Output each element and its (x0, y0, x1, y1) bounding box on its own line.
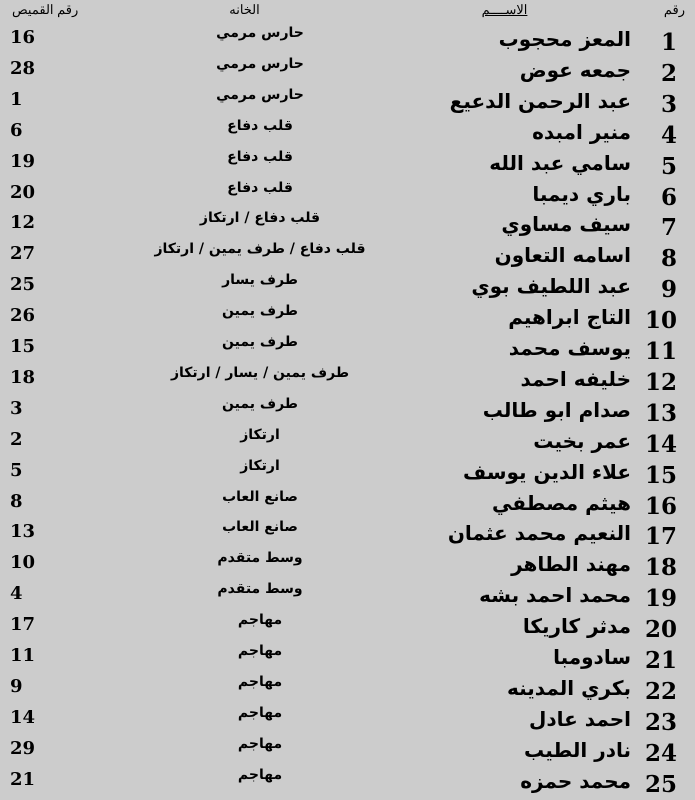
row-number: 10 (644, 307, 677, 335)
player-name: عمر بخيت (533, 428, 631, 453)
player-name: احمد عادل (529, 706, 631, 731)
jersey-number: 20 (10, 181, 36, 203)
player-name: منير امبده (532, 119, 631, 144)
player-name: جمعه عوض (519, 57, 631, 82)
row-number: 15 (644, 461, 677, 489)
player-name: سيف مساوي (501, 212, 631, 237)
player-position: قلب دفاع (227, 148, 293, 165)
jersey-number: 14 (10, 706, 36, 728)
jersey-number: 18 (10, 366, 36, 388)
row-number: 14 (644, 430, 677, 458)
table-row (0, 305, 695, 336)
player-name: هيثم مصطفي (491, 490, 631, 515)
player-position: مهاجم (237, 673, 283, 690)
table-row (0, 457, 695, 491)
player-name: مهند الطاهر (511, 552, 631, 577)
table-row (0, 521, 695, 552)
row-number: 19 (644, 585, 677, 613)
row-number: 1 (660, 29, 677, 56)
jersey-number: 29 (10, 737, 36, 759)
player-position: طرف يمين (222, 334, 298, 350)
row-number: 2 (660, 59, 677, 87)
player-position: مهاجم (237, 643, 283, 659)
header-number: رقم (663, 2, 685, 17)
jersey-number: 9 (10, 675, 23, 697)
player-name: سادومبا (553, 645, 631, 669)
row-number: 13 (644, 399, 677, 427)
player-name: نادر الطيب (524, 737, 631, 762)
jersey-number: 2 (10, 428, 23, 450)
jersey-number: 4 (10, 583, 23, 605)
row-number: 9 (660, 276, 677, 304)
player-position: مهاجم (237, 704, 283, 721)
player-name: محمد احمد بشه (479, 583, 631, 608)
player-position: صانع العاب (222, 519, 298, 536)
player-name: باري ديمبا (532, 181, 631, 206)
table-row (0, 274, 695, 305)
player-name: عبد الرحمن الدعيع (449, 88, 631, 113)
row-number: 24 (644, 739, 677, 767)
player-position: حارس مرمي (216, 25, 304, 41)
player-name: خليفه احمد (520, 366, 631, 391)
table-row (0, 179, 695, 213)
row-number: 3 (660, 90, 677, 118)
table-row (0, 673, 695, 707)
jersey-number: 19 (10, 150, 36, 172)
player-position: وسط متقدم (217, 550, 303, 567)
row-number: 11 (644, 338, 677, 365)
row-number: 5 (660, 152, 677, 180)
jersey-number: 11 (10, 645, 36, 666)
jersey-number: 28 (10, 57, 36, 79)
player-position: قلب دفاع (227, 179, 293, 196)
player-position: ارتكاز (240, 457, 280, 474)
player-name: المعز محجوب (498, 27, 631, 51)
player-position: قلب دفاع / ارتكاز (199, 210, 321, 227)
table-row (0, 395, 695, 429)
player-name: مدثر كاريكا (522, 614, 631, 639)
player-position: مهاجم (237, 612, 283, 629)
player-position: طرف يمين / يسار / ارتكاز (170, 364, 350, 381)
jersey-number: 1 (10, 88, 23, 110)
row-number: 7 (660, 214, 677, 242)
table-row (0, 426, 695, 460)
table-row (0, 552, 695, 583)
jersey-number: 25 (10, 274, 36, 296)
table-row (0, 645, 695, 676)
player-name: محمد حمزه (520, 768, 631, 793)
jersey-number: 6 (10, 119, 23, 141)
player-name: التاج ابراهيم (508, 305, 631, 330)
player-position: مهاجم (237, 735, 283, 752)
header-name: الاســــم (481, 2, 528, 17)
player-position: قلب دفاع / طرف يمين / ارتكاز (154, 241, 366, 258)
table-row (0, 243, 695, 274)
table-row (0, 704, 695, 738)
jersey-number: 10 (10, 552, 36, 574)
player-position: حارس مرمي (216, 55, 304, 72)
row-number: 12 (644, 368, 677, 396)
jersey-number: 16 (10, 27, 36, 48)
row-number: 20 (644, 616, 677, 644)
player-position: طرف يسار (222, 272, 298, 289)
player-name: اسامه التعاون (494, 243, 631, 268)
row-number: 6 (660, 183, 677, 211)
table-row (0, 212, 695, 243)
jersey-number: 17 (10, 614, 36, 636)
table-row (0, 766, 695, 800)
row-number: 8 (660, 245, 677, 273)
table-row (0, 86, 695, 120)
jersey-number: 12 (10, 212, 36, 234)
jersey-number: 15 (10, 336, 36, 357)
player-position: طرف يمين (222, 395, 298, 412)
jersey-number: 21 (10, 768, 36, 790)
player-position: وسط متقدم (217, 581, 303, 598)
row-number: 17 (644, 523, 677, 551)
player-name: عبد اللطيف بوي (471, 274, 631, 299)
player-position: صانع العاب (222, 488, 298, 505)
table-row (0, 148, 695, 182)
row-number: 22 (644, 677, 677, 705)
jersey-number: 26 (10, 305, 36, 327)
table-row (0, 55, 695, 89)
player-name: علاء الدين يوسف (463, 459, 631, 484)
header-jersey: رقم القميص (12, 2, 79, 17)
jersey-number: 8 (10, 490, 23, 512)
table-row (0, 488, 695, 522)
player-name: بكري المدينه (506, 675, 631, 700)
table-row (0, 117, 695, 151)
jersey-number: 13 (10, 521, 36, 543)
player-name: يوسف محمد (508, 336, 631, 360)
row-number: 25 (644, 770, 677, 798)
table-row (0, 27, 695, 58)
table-row (0, 614, 695, 645)
row-number: 23 (644, 708, 677, 736)
jersey-number: 27 (10, 243, 36, 265)
player-position: مهاجم (237, 766, 283, 783)
jersey-number: 3 (10, 397, 23, 419)
table-row (0, 735, 695, 769)
player-position: ارتكاز (240, 426, 280, 443)
player-position: طرف يمين (222, 303, 298, 320)
row-number: 21 (644, 647, 677, 674)
player-position: حارس مرمي (216, 86, 304, 103)
table-row (0, 583, 695, 614)
row-number: 16 (644, 492, 677, 520)
table-row (0, 336, 695, 367)
row-number: 4 (660, 121, 677, 149)
row-number: 18 (644, 554, 677, 582)
player-name: سامي عبد الله (489, 150, 631, 175)
player-name: صدام ابو طالب (482, 397, 631, 422)
jersey-number: 5 (10, 459, 23, 481)
player-position: قلب دفاع (227, 117, 293, 134)
header-position: الخانه (229, 2, 260, 17)
table-row (0, 364, 695, 398)
player-name: النعيم محمد عثمان (447, 521, 631, 546)
